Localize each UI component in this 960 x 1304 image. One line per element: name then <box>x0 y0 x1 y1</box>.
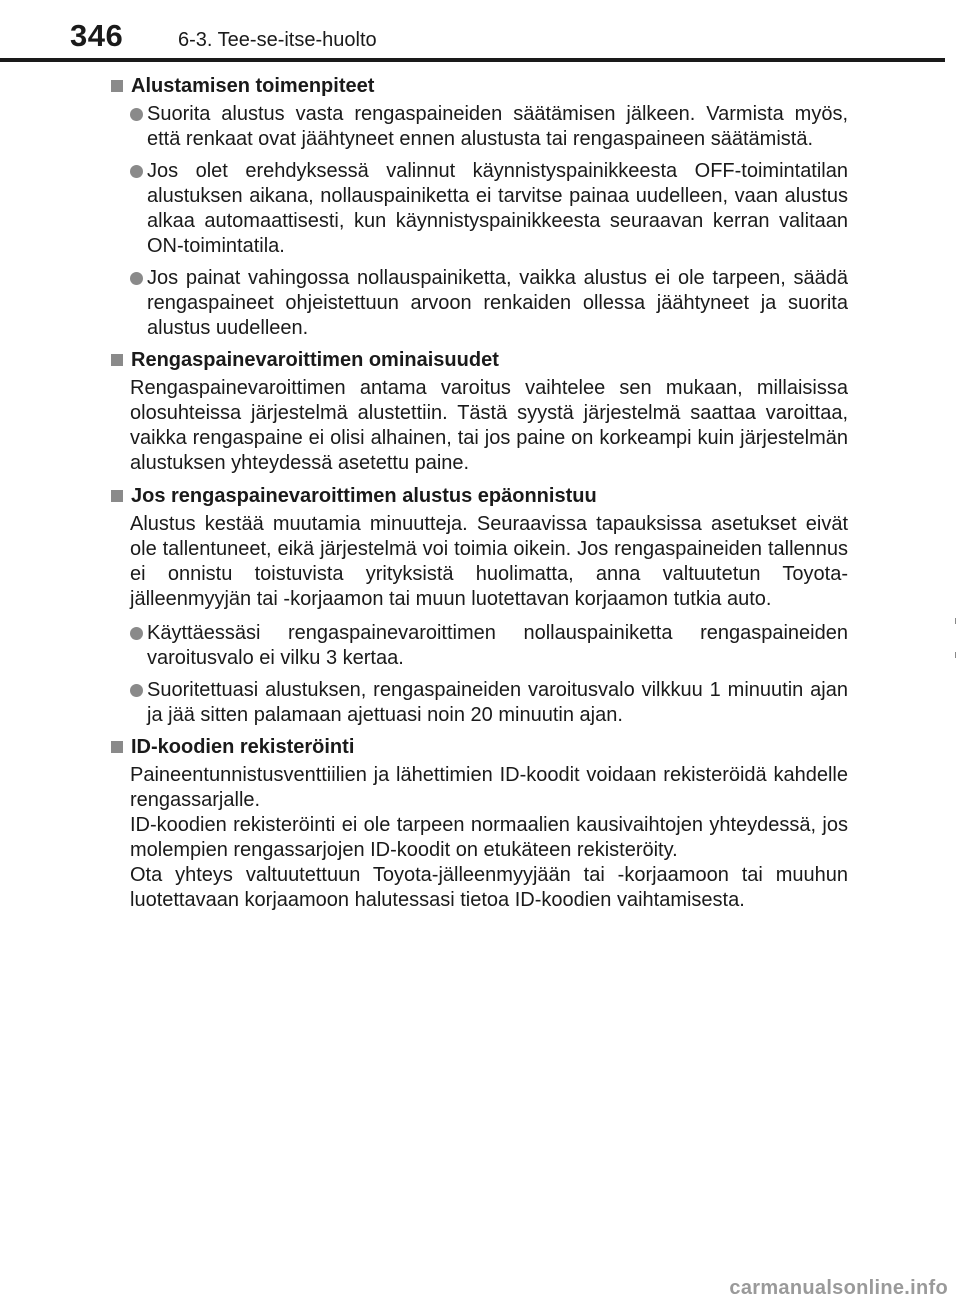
list-item-text: Suorita alustus vasta rengaspaineiden säätämisen jälkeen. Varmista myös, että renkaat ovat jäähtyneet ennen alustusta tai rengaspaineen säätämistä. <box>147 103 848 150</box>
paragraph: Alustus kestää muutamia minuutteja. Seuraavissa tapauksissa asetukset eivät ole tallentuneet, eikä järjestelmä voi toimia oikein. Jos rengaspaineiden tallennus ei onnistu toistuvista yrityksistä huolimatta, anna valtuutetun Toyota-jälleenmyyjän tai -korjaamon tai muun luotettavan korjaamon tutkia auto. <box>130 513 848 610</box>
paragraph: Rengaspainevaroittimen antama varoitus vaihtelee sen mukaan, millaisissa olosuhteissa järjestelmä alustettiin. Tästä syystä järjestelmä saattaa varoittaa, vaikka rengaspaine ei olisi alhainen, tai jos paine on korkeampi kuin järjestelmän alustuksen yhteydessä asetettu paine. <box>130 377 848 474</box>
list-item-text: Käyttäessäsi rengaspainevaroittimen nollauspainiketta rengaspaineiden varoitusvalo ei vilku 3 kertaa. <box>147 622 848 669</box>
watermark: carmanualsonline.info <box>729 1277 948 1299</box>
paragraph: Paineentunnistusventtiilien ja lähettimien ID-koodit voidaan rekisteröidä kahdelle rengassarjalle. <box>130 764 848 811</box>
circle-bullet-icon <box>130 272 143 285</box>
square-bullet-icon <box>111 490 123 502</box>
edge-tick <box>955 652 956 658</box>
paragraph: ID-koodien rekisteröinti ei ole tarpeen normaalien kausivaihtojen yhteydessä, jos molempien rengassarjojen ID-koodit on etukäteen rekisteröity. <box>130 814 848 861</box>
list-item <box>130 266 848 341</box>
section-heading <box>108 74 848 99</box>
page-content <box>108 74 848 915</box>
section-alustamisen-toimenpiteet <box>108 74 848 341</box>
section-title: 6-3. Tee-se-itse-huolto <box>178 29 377 51</box>
section-ominaisuudet <box>108 348 848 484</box>
header-rule <box>0 58 945 62</box>
section-heading-text: Jos rengaspainevaroittimen alustus epäonnistuu <box>131 485 597 507</box>
paragraph: Ota yhteys valtuutettuun Toyota-jälleenmyyjään tai -korjaamoon tai muuhun luotettavaan korjaamoon halutessasi tietoa ID-koodien vaihtamisesta. <box>130 864 848 911</box>
circle-bullet-icon <box>130 627 143 640</box>
list-item-text: Jos painat vahingossa nollauspainiketta, vaikka alustus ei ole tarpeen, säädä rengaspaineet ohjeistettuun arvoon renkaiden ollessa jäähtyneet ja suorita alustus uudelleen. <box>147 267 848 339</box>
section-alustus-epaonnistuu <box>108 484 848 728</box>
circle-bullet-icon <box>130 684 143 697</box>
page-number: 346 <box>70 18 124 53</box>
list-item-text: Jos olet erehdyksessä valinnut käynnistyspainikkeesta OFF-toimintatilan alustuksen aikana, nollauspainiketta ei tarvitse painaa uudelleen, vaan alustus alkaa automaattisesti, kun käynnistyspainikkeesta seuraavan kerran valitaan ON-toimintatila. <box>147 160 848 257</box>
section-heading-text: Alustamisen toimenpiteet <box>131 75 375 97</box>
circle-bullet-icon <box>130 108 143 121</box>
square-bullet-icon <box>111 80 123 92</box>
circle-bullet-icon <box>130 165 143 178</box>
section-heading-text: ID-koodien rekisteröinti <box>131 736 355 758</box>
list-item-text: Suoritettuasi alustuksen, rengaspaineiden varoitusvalo vilkkuu 1 minuutin ajan ja jää sitten palamaan ajettuasi noin 20 minuutin ajan. <box>147 679 848 726</box>
section-heading-text: Rengaspainevaroittimen ominaisuudet <box>131 349 499 371</box>
section-heading <box>108 735 848 760</box>
section-id-koodien-rekisterointi <box>108 735 848 913</box>
list-item <box>130 678 848 728</box>
section-heading <box>108 484 848 509</box>
list-item <box>130 159 848 259</box>
square-bullet-icon <box>111 354 123 366</box>
section-heading <box>108 348 848 373</box>
edge-tick <box>955 618 956 624</box>
list-item <box>130 102 848 152</box>
square-bullet-icon <box>111 741 123 753</box>
page-header <box>0 0 960 62</box>
list-item <box>130 621 848 671</box>
